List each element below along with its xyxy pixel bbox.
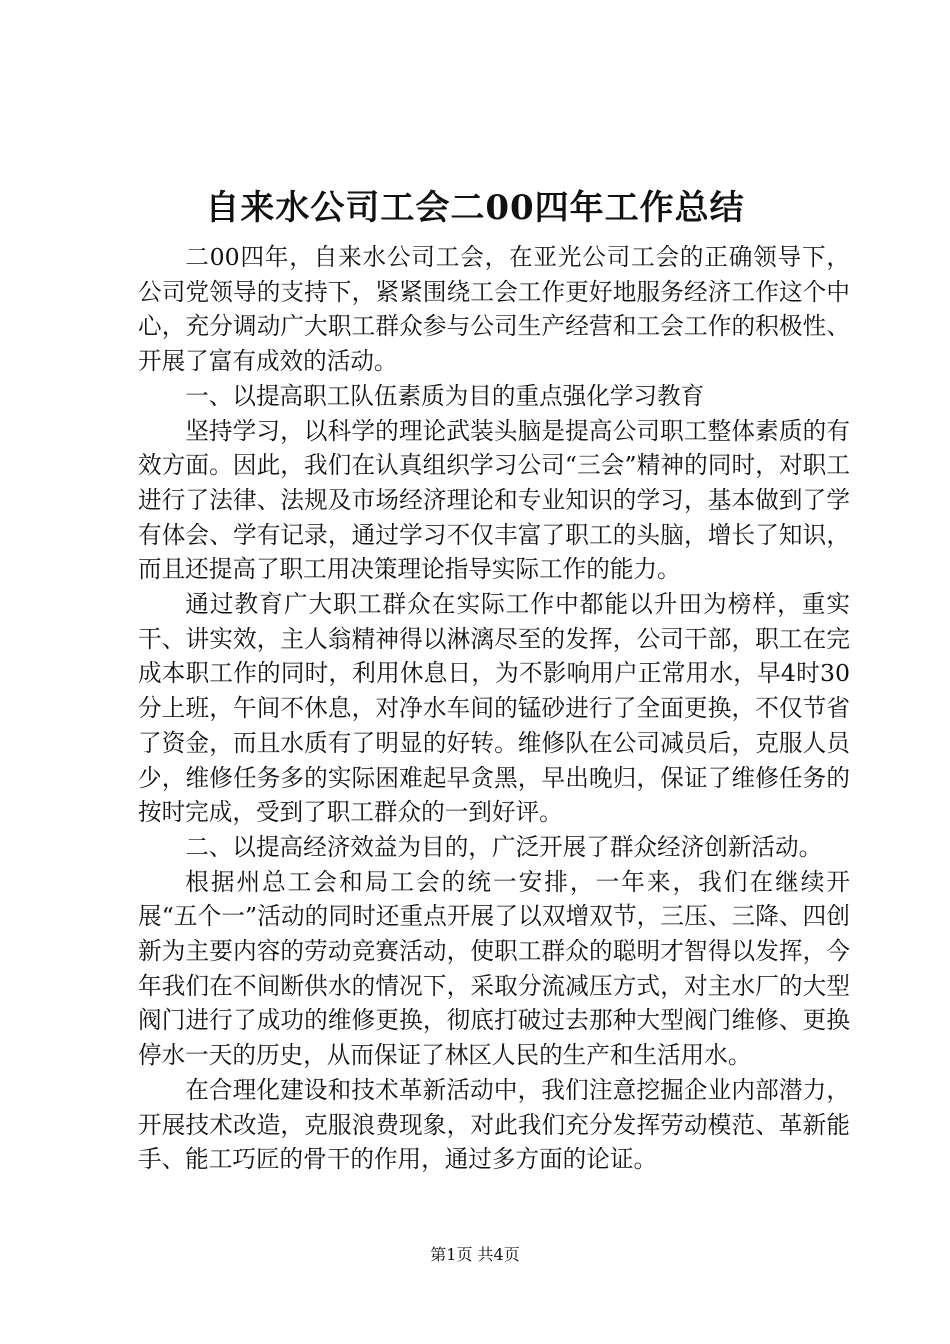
paragraph-innovation: 在合理化建设和技术革新活动中，我们注意挖掘企业内部潜力，开展技术改造，克服浪费现象，对此我们充分发挥劳动模范、革新能手、能工巧匠的骨干的作用，通过多方面的论证。	[138, 1075, 850, 1174]
paragraph-intro: 二00四年，自来水公司工会，在亚光公司工会的正确领导下，公司党领导的支持下，紧紧围绕工会工作更好地服务经济工作这个中心，充分调动广大职工群众参与公司生产经营和工会工作的积极性、开展了富有成效的活动。	[138, 243, 850, 376]
section-heading-1: 一、以提高职工队伍素质为目的重点强化学习教育	[185, 381, 705, 410]
paragraph-study: 坚持学习，以科学的理论武装头脑是提高公司职工整体素质的有效方面。因此，我们在认真组织学习公司“三会”精神的同时，对职工进行了法律、法规及市场经济理论和专业知识的学习，基本做到了学有体会、学有记录，通过学习不仅丰富了职工的头脑，增长了知识，而且还提高了职工用决策理论指导实际工作的能力。	[138, 416, 850, 584]
paragraph-education: 通过教育广大职工群众在实际工作中都能以升田为榜样，重实干、讲实效，主人翁精神得以淋漓尽至的发挥，公司干部，职工在完成本职工作的同时，利用休息日，为不影响用户正常用水，早4时30分上班，午间不休息，对净水车间的锰砂进行了全面更换，不仅节省了资金，而且水质有了明显的好转。维修队在公司减员后，克服人员少，维修任务多的实际困难起早贪黑，早出晚归，保证了维修任务的按时完成，受到了职工群众的一到好评。	[138, 590, 850, 827]
section-heading-2: 二、以提高经济效益为目的，广泛开展了群众经济创新活动。	[185, 832, 823, 861]
page-footer: 第1页 共4页	[430, 1245, 520, 1264]
paragraph-competition: 根据州总工会和局工会的统一安排，一年来，我们在继续开展“五个一”活动的同时还重点开展了以双增双节，三压、三降、四创新为主要内容的劳动竞赛活动，使职工群众的聪明才智得以发挥，今年我们在不间断供水的情况下，采取分流减压方式，对主水厂的大型阀门进行了成功的维修更换，彻底打破过去那种大型阀门维修、更换停水一天的历史，从而保证了林区人民的生产和生活用水。	[138, 867, 850, 1070]
document-title: 自来水公司工会二00四年工作总结	[205, 188, 745, 228]
document-body	[138, 240, 850, 1177]
